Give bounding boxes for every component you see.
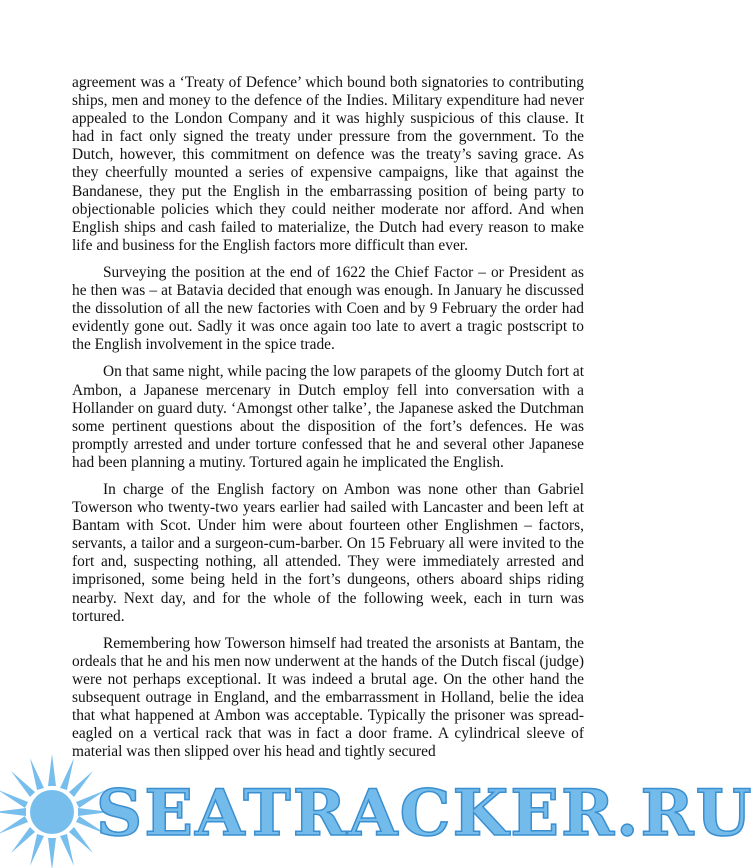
- watermark-text: SEATRACKER.RU: [96, 776, 753, 851]
- watermark: [0, 742, 753, 861]
- document-page: [72, 74, 584, 770]
- paragraph-2: Surveying the position at the end of 1622 the Chief Factor – or President as he then was – at Batavia decided that enough was enough. In January he discussed the dissolution of all the new factories with Coen and by 9 February the order had evidently gone out. Sadly it was once again too late to avert a tragic postscript to the English involvement in the spice trade.: [72, 263, 584, 354]
- paragraph-4: In charge of the English factory on Ambon was none other than Gabriel Towerson who twenty-two years earlier had sailed with Lancaster and been left at Bantam with Scot. Under him were about fourteen other Englishmen – factors, servants, a tailor and a surgeon-cum-barber. On 15 February all were invited to the fort and, suspecting nothing, all attended. They were immediately arrested and imprisoned, some being held in the fort’s dungeons, others aboard ships riding nearby. Next day, and for the whole of the following week, each in turn was tortured.: [72, 480, 584, 625]
- paragraph-5: Remembering how Towerson himself had treated the arsonists at Bantam, the ordeals that he and his men now underwent at the hands of the Dutch fiscal (judge) were not perhaps exceptional. It was indeed a brutal age. On the other hand the subsequent outrage in England, and the embarrassment in Holland, belie the idea that what happened at Ambon was acceptable. Typically the prisoner was spread-eagled on a vertical rack that was in fact a door frame. A cylindrical sleeve of material was then slipped over his head and tightly secured: [72, 634, 584, 761]
- paragraph-3: On that same night, while pacing the low parapets of the gloomy Dutch fort at Ambon, a Japanese mercenary in Dutch employ fell into conversation with a Hollander on guard duty. ‘Amongst other talke’, the Japanese asked the Dutchman some pertinent questions about the disposition of the fort’s defences. He was promptly arrested and under torture confessed that he and several other Japanese had been planning a mutiny. Tortured again he implicated the English.: [72, 363, 584, 471]
- paragraph-1: agreement was a ‘Treaty of Defence’ which bound both signatories to contributing ships, men and money to the defence of the Indies. Military expenditure had never appealed to the London Company and it was highly suspicious of this clause. It had in fact only signed the treaty under pressure from the government. To the Dutch, however, this commitment on defence was the treaty’s saving grace. As they cheerfully mounted a series of expensive campaigns, like that against the Bandanese, they put the English in the embarrassing position of being party to objectionable policies which they could neither moderate nor afford. And when English ships and cash failed to materialize, the Dutch had every reason to make life and business for the English factors more difficult than ever.: [72, 74, 584, 254]
